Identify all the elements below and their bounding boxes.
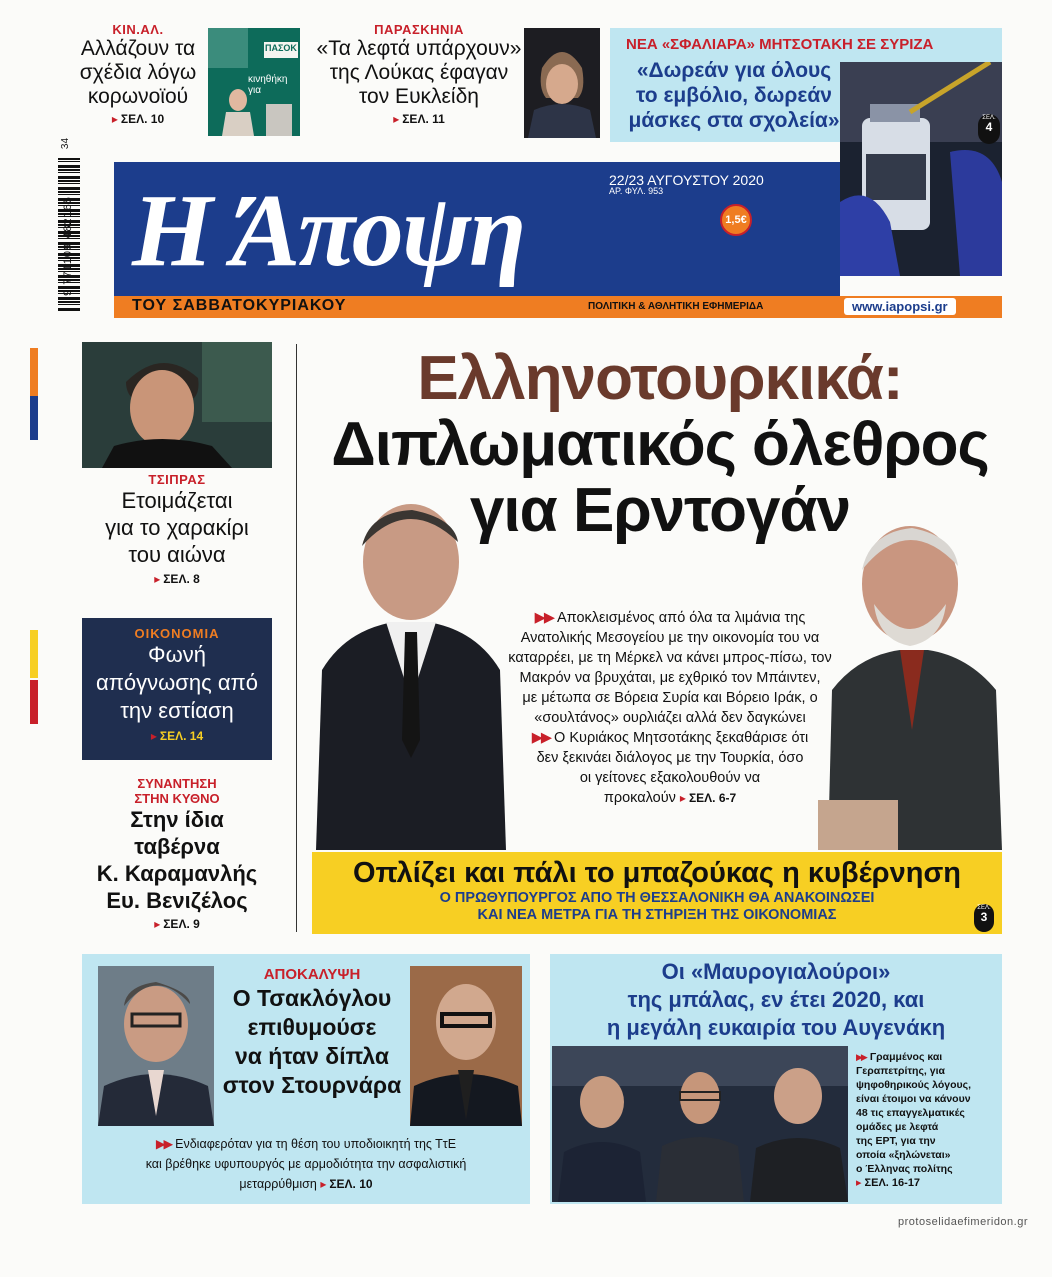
headline-line: Φωνή (148, 642, 206, 667)
page-ref: ▸ ΣΕΛ. 10 (320, 1177, 373, 1191)
headline-line: τον Ευκλείδη (359, 85, 479, 108)
story-mavrogialouroi-body (856, 1050, 1002, 1190)
banner-sub: ΚΑΙ ΝΕΑ ΜΕΤΡΑ ΓΙΑ ΤΗ ΣΤΗΡΙΞΗ ΤΗΣ ΟΙΚΟΝΟΜΙΑΣ (477, 907, 837, 923)
body-line: οποία «ξηλώνεται» (856, 1149, 951, 1161)
headline-line: Αλλάζουν τα (80, 37, 196, 60)
body-line: προκαλούν ▸ ΣΕΛ. 6-7 (603, 790, 737, 806)
headline-line: στον Στουρνάρα (222, 1072, 402, 1098)
body-line: με μέτωπα σε Βόρεια Συρία και Βόρειο Ιράκ, ο (522, 690, 818, 706)
body-line: οι γείτονες εξακολουθούν να (579, 770, 761, 786)
double-arrow-icon: ▶▶ (531, 730, 551, 746)
double-arrow-icon: ▶▶ (856, 1052, 866, 1062)
lead-body (480, 608, 860, 808)
barcode-issue: 34 (60, 137, 72, 150)
photo-katseli (524, 28, 600, 138)
sidebar-divider (296, 344, 297, 932)
body-line: της ΕΡΤ, για την (856, 1135, 936, 1147)
story-mavrogialouroi-headline (550, 958, 1002, 1042)
masthead-issue: ΑΡ. ΦΥΛ. 953 (609, 186, 664, 196)
headline-line: Ευ. Βενιζέλος (106, 888, 248, 913)
kicker: ΝΕΑ «ΣΦΑΛΙΑΡΑ» ΜΗΤΣΟΤΑΚΗ ΣΕ ΣΥΡΙΖΑ (626, 36, 934, 53)
masthead-title: Η Άποψη (132, 173, 525, 288)
photo-mitsotakis (316, 500, 506, 850)
headline-line: του αιώνα (128, 542, 226, 567)
double-arrow-icon: ▶▶ (155, 1137, 172, 1151)
photo-tsakloglou (98, 966, 214, 1126)
kicker: ΚΙΝ.ΑΛ. (112, 22, 164, 37)
page-ref: ▸ ΣΕΛ. 11 (393, 112, 445, 126)
left-accent-bars (30, 348, 38, 396)
headline-line: να ήταν δίπλα (234, 1043, 390, 1069)
left-accent-bar-blue (30, 396, 38, 440)
kicker: ΣΥΝΑΝΤΗΣΗ (137, 776, 217, 791)
page-ref: ▸ ΣΕΛ. 10 (111, 112, 165, 126)
kicker: ΠΑΡΑΣΚΗΝΙΑ (374, 22, 464, 37)
page-ref: ▸ ΣΕΛ. 14 (150, 729, 204, 743)
headline-line: της Λούκας έφαγαν (329, 61, 509, 84)
headline-line: η μεγάλη ευκαιρία του Αυγενάκη (606, 1015, 946, 1040)
masthead (114, 162, 1002, 322)
headline-line-2: Διπλωματικός όλεθρος (331, 410, 989, 479)
kicker: ΑΠΟΚΑΛΥΨΗ (263, 966, 361, 983)
body-line: 48 τις επαγγελματικές (856, 1107, 965, 1119)
headline-line-1: Ελληνοτουρκικά: (417, 344, 903, 413)
headline-line: «Τα λεφτά υπάρχουν» (316, 37, 522, 60)
body-line: δεν ξεκινάει διάλογος με την Τουρκία, όσο (536, 750, 804, 766)
page-ref: ▸ ΣΕΛ. 9 (154, 917, 200, 931)
headline-line-3: για Ερντογάν (469, 476, 851, 545)
photo-kinal-event (208, 28, 300, 136)
photo-avgenakis-group (552, 1046, 848, 1202)
headline-line: ταβέρνα (134, 834, 220, 859)
left-accent-bar-yellow (30, 630, 38, 678)
headline-line: Κ. Καραμανλής (96, 861, 258, 886)
headline-line: το εμβόλιο, δωρεάν (636, 84, 832, 107)
body-line: και βρέθηκε υφυπουργός με αρμοδιότητα την ασφαλιστική (145, 1157, 467, 1171)
body-line: ▶▶ Γραμμένος και (856, 1051, 943, 1063)
headline-line: απόγνωσης από (96, 670, 258, 695)
price-badge: 1,5€ (720, 204, 752, 236)
photo-tsipras (82, 342, 272, 468)
body-line: είναι έτοιμοι να κάνουν (856, 1093, 971, 1105)
double-arrow-icon: ▶▶ (534, 610, 553, 626)
top-item-kinal[interactable] (72, 22, 204, 126)
sidebar-economy[interactable] (82, 618, 272, 760)
body-line: ▶▶ Ενδιαφερόταν για τη θέση του υποδιοικητή της ΤτΕ (155, 1137, 457, 1151)
headline-line: Στην ίδια (130, 807, 224, 832)
kicker: ΣΤΗΝ ΚΥΘΝΟ (134, 791, 220, 806)
body-line: μεταρρύθμιση ▸ ΣΕΛ. 10 (239, 1177, 373, 1191)
banner-sub: Ο ΠΡΩΘΥΠΟΥΡΓΟΣ ΑΠΟ ΤΗ ΘΕΣΣΑΛΟΝΙΚΗ ΘΑ ΑΝΑΚΟΙΝΩΣΕΙ (439, 890, 875, 906)
headline-line: σχέδια λόγω (79, 61, 197, 84)
headline-line: την εστίαση (120, 698, 234, 723)
headline-line: Ετοιμάζεται (121, 488, 233, 513)
headline-block (616, 58, 852, 133)
left-accent-bar-red (30, 680, 38, 724)
headline-line: «Δωρεάν για όλους (636, 59, 832, 82)
sidebar-tsipras[interactable] (82, 472, 272, 586)
photo-sign: ΠΑΣΟΚ (265, 43, 297, 53)
body-line: «σουλτάνος» ουρλιάζει αλλά δεν δαγκώνει (534, 710, 806, 726)
banner[interactable] (312, 852, 1002, 934)
watermark: protoselidaefimeridon.gr (898, 1216, 1029, 1228)
headline-line: Ο Τσακλόγλου (232, 985, 392, 1011)
photo-caption: κινηθήκη για (248, 74, 288, 96)
kicker: ΟΙΚΟΝΟΜΙΑ (134, 626, 220, 641)
masthead-subtitle: ΤΟΥ ΣΑΒΒΑΤΟΚΥΡΙΑΚΟΥ (132, 297, 347, 314)
body-line: ψηφοθηρικούς λόγους, (856, 1079, 972, 1091)
headline-line: μάσκες στα σχολεία» (628, 109, 840, 132)
body-line: ο Έλληνας πολίτης (856, 1163, 953, 1175)
headline-line: της μπάλας, εν έτει 2020, και (627, 987, 925, 1012)
story-tsakloglou-body (86, 1134, 526, 1194)
page-ref: ▸ ΣΕΛ. 6-7 (679, 791, 737, 805)
top-item-paraskinia[interactable] (312, 22, 526, 126)
story-tsakloglou-headline (214, 966, 410, 1100)
photo-stournaras (410, 966, 522, 1126)
barcode-digits: 9 771109 482165 (62, 196, 74, 296)
headline-line: επιθυμούσε (247, 1014, 377, 1040)
banner-headline: Οπλίζει και πάλι το μπαζούκας η κυβέρνηση (352, 857, 962, 889)
body-line: ▶▶ Ο Κυριάκος Μητσοτάκης ξεκαθάρισε ότι (531, 730, 809, 746)
body-line: Γεραπετρίτης, για (856, 1065, 945, 1077)
body-line: Μακρόν να βρυχάται, με εχθρικό τον Μπάιντεν, (519, 670, 821, 686)
headline-line: κορωνοϊού (87, 85, 189, 108)
body-line: ομάδες με λεφτά (856, 1121, 939, 1133)
sidebar-kythnos[interactable] (82, 776, 272, 931)
body-line: ▶▶ Αποκλεισμένος από όλα τα λιμάνια της (534, 610, 806, 626)
body-line: Ανατολικής Μεσογείου με την οικονομία του να (520, 630, 820, 646)
headline-line: για το χαρακίρι (105, 515, 249, 540)
masthead-date: 22/23 ΑΥΓΟΥΣΤΟΥ 2020 (609, 172, 764, 188)
page-ref: ▸ ΣΕΛ. 16-17 (856, 1177, 921, 1189)
body-line: καταρρέει, με τη Μέρκελ να κάνει μπρος-πίσω, τον (508, 650, 832, 666)
page-badge: ΣΕΛ. 4 (978, 114, 1000, 144)
kicker: ΤΣΙΠΡΑΣ (148, 472, 206, 487)
headline-line: Οι «Μαυρογιαλούροι» (661, 959, 891, 984)
page-ref: ▸ ΣΕΛ. 8 (154, 572, 200, 586)
masthead-tagline: ΠΟΛΙΤΙΚΗ & ΑΘΛΗΤΙΚΗ ΕΦΗΜΕΡΙΔΑ (588, 301, 764, 312)
website-link[interactable]: www.iapopsi.gr (844, 298, 956, 315)
page-badge: ΣΕΛ. 3 (974, 904, 994, 932)
